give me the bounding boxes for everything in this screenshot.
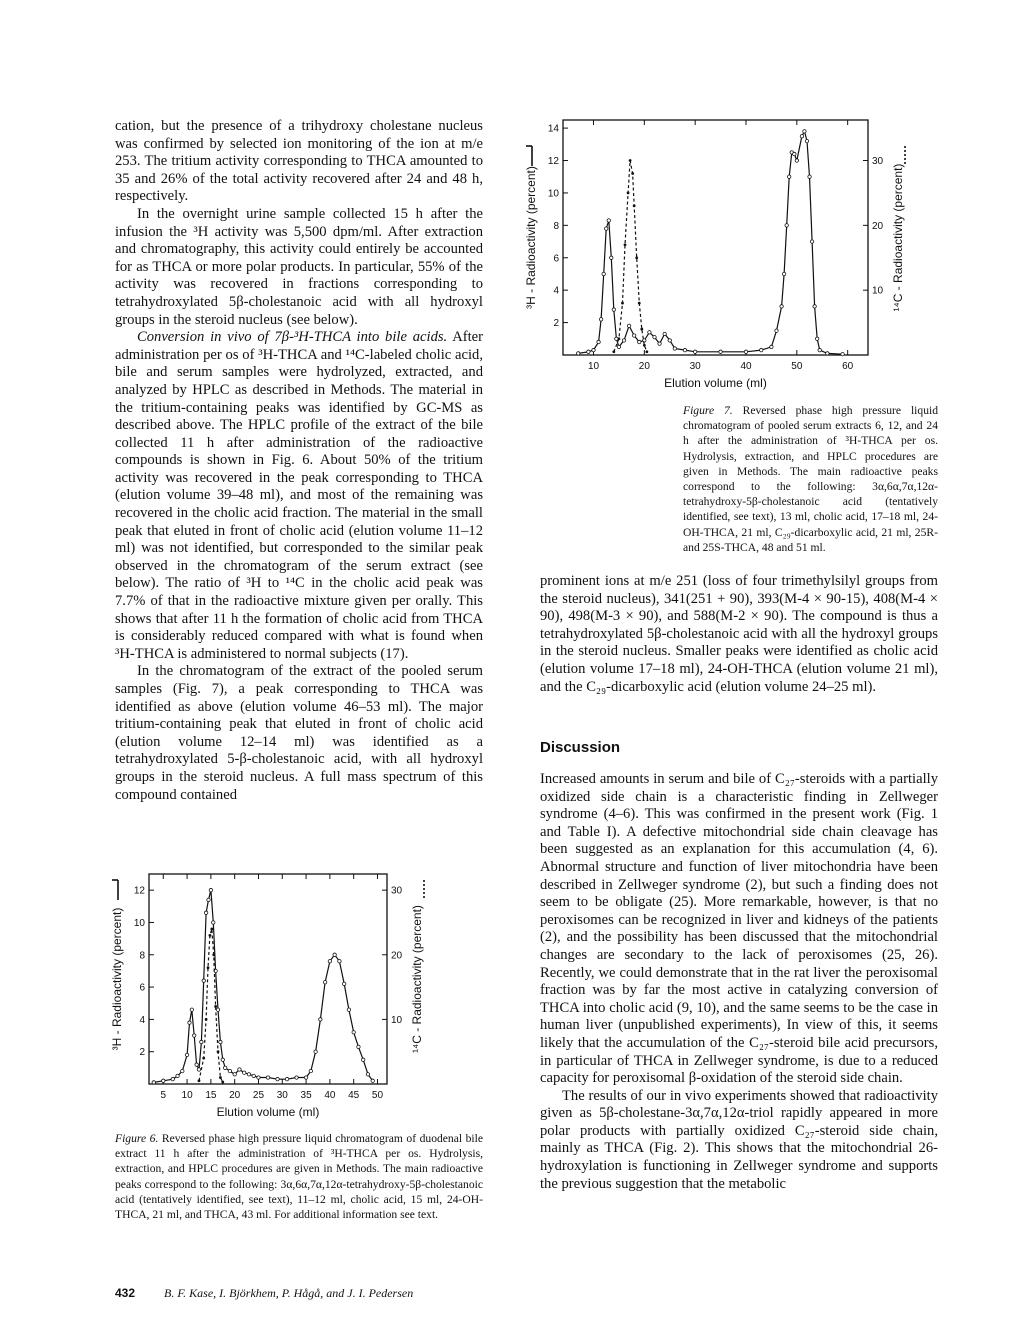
data-point <box>197 1068 200 1071</box>
data-point <box>176 1074 179 1077</box>
data-point <box>323 981 326 984</box>
x-tick-label: 60 <box>842 361 854 372</box>
paragraph: The results of our in vivo experiments showed that radioactivity given as 5β-cholestane-3α,7α,12α-triol rapidly appeared in more polar products with partially oxidized C₂₇-steroid side chain, mainly as THCA (Fig. 2). This shows that the mitochondrial 26-hydroxylation is functioning in Zellweger syndrome and supports the previous suggestion that the metabolic <box>540 1087 938 1192</box>
x-tick-label: 30 <box>276 1090 288 1101</box>
x-tick-label: 10 <box>181 1090 193 1101</box>
x-tick-label: 10 <box>587 361 600 372</box>
data-point <box>243 1071 246 1074</box>
data-point <box>618 337 621 340</box>
data-point <box>214 1005 217 1008</box>
data-point <box>228 1069 231 1072</box>
series-line-1 <box>199 929 223 1082</box>
data-point <box>597 340 600 343</box>
data-point <box>719 350 722 353</box>
data-point <box>627 324 630 327</box>
data-point <box>190 1008 193 1011</box>
data-point <box>347 1008 350 1011</box>
data-point <box>638 302 641 305</box>
data-point <box>635 256 638 259</box>
data-point <box>631 172 634 175</box>
data-point <box>204 911 207 914</box>
data-point <box>314 1050 317 1053</box>
data-point <box>658 342 661 345</box>
data-point <box>587 350 590 353</box>
y-tick-label: 2 <box>139 1047 145 1059</box>
data-point <box>285 1077 288 1080</box>
series-line-0 <box>578 131 842 354</box>
y-tick-label: 8 <box>553 220 559 232</box>
data-point <box>247 1073 250 1076</box>
data-point <box>599 318 602 321</box>
data-point <box>266 1076 269 1079</box>
series-line-0 <box>154 890 373 1082</box>
data-point <box>200 1040 203 1043</box>
data-point <box>319 1018 322 1021</box>
data-point <box>342 982 345 985</box>
data-point <box>645 350 648 353</box>
y-tick-label: 2 <box>553 318 559 330</box>
data-point <box>207 898 210 901</box>
x-tick-label: 15 <box>205 1090 217 1101</box>
data-point <box>800 135 803 138</box>
data-point <box>202 979 205 982</box>
paragraph: In the overnight urine sample collected 15 h after the infusion the ³H activity was 5,500 dpm/ml. After extraction and chromatography, this activity could entirely be accounted for as THCA or more polar products. In particular, 55% of the activity was recovered in fractions corresponding to tetrahydroxylated 5β-cholestanoic acid with all hydroxyl groups in the steroid nucleus (see below). <box>115 205 483 328</box>
data-point <box>162 1079 165 1082</box>
data-point <box>171 1077 174 1080</box>
data-point <box>815 337 818 340</box>
data-point <box>223 1066 226 1069</box>
data-point <box>760 348 763 351</box>
data-point <box>663 332 666 335</box>
footer-authors: B. F. Kase, I. Björkhem, P. Hågå, and J. I. Pedersen <box>164 1286 414 1300</box>
y2-axis-label: ¹⁴C - Radioactivity (percent) <box>891 163 905 312</box>
y2-tick-label: 20 <box>391 950 403 962</box>
data-point <box>209 934 212 937</box>
data-point <box>793 152 796 155</box>
data-point <box>638 340 641 343</box>
data-point <box>210 928 213 931</box>
data-point <box>808 175 811 178</box>
data-point <box>640 328 643 331</box>
paragraph: prominent ions at m/e 251 (loss of four trimethylsilyl groups from the steroid nucleus), 341(251 + 90), 393(M-4 × 90-15), 408(M-4 × 90), 498(M-3 × 90), and 588(M-2 × 90). The compound is thus a tetrahydroxylated 5β-cholestanoic acid with all the hydroxyl groups in the steroid nucleus. Smaller peaks were identified as cholic acid (elution volume 17–18 ml), 24-OH-THCA (elution volume 21 ml), and the C₂₉-dicarboxylic acid (elution volume 24–25 ml). <box>540 573 938 695</box>
data-point <box>643 339 646 342</box>
paragraph: Increased amounts in serum and bile of C₂₇-steroids with a partially oxidized side chain is a characteristic finding in Zellweger syndrome (4–6). This was confirmed in the present work (Fig. 1 and Table I). A defective mitochondrial side chain cleavage has been suggested as an explanation for this accumulation (4, 6). Abnormal structure and function of liver mitochondria have been described in Zellweger syndrome (2), but such a finding does not seem to be obligate (25). More remarkable, however, is that no peroxisomes can be recognized in liver and kidneys of the patients (2), and the possibility has been discussed that the mitochondrial changes are secondary to the lack of peroxisomes (25, 26). Recently, we could demonstrate that in the rat liver the peroxisomal fraction was by far the most active in catalyzing conversion of THCA into cholic acid (9, 10), and the same seems to be the case in human liver (unpublished experiments), In view of this, it seems likely that the accumulation of the C₂₇-steroid bile acid precursors, in particular of THCA in Zellweger syndrome, is due to a reduced capacity for peroxisomal β-oxidation of the steroid side chain. <box>540 771 938 1087</box>
y-tick-label: 4 <box>553 285 559 297</box>
paragraph: cation, but the presence of a trihydroxy cholestane nucleus was confirmed by selected ion monitoring of the ion at m/e 253. The tritium activity corresponding to THCA amounted to 35 and 26% of the total activity recovered after 24 and 48 h, respectively. <box>115 118 483 205</box>
data-point <box>621 302 624 305</box>
y-tick-label: 12 <box>133 885 145 897</box>
x-tick-label: 25 <box>252 1090 265 1101</box>
data-point <box>357 1045 360 1048</box>
discussion-column <box>540 771 938 1193</box>
data-point <box>605 227 608 230</box>
data-point <box>295 1076 298 1079</box>
data-point <box>780 305 783 308</box>
data-point <box>352 1031 355 1034</box>
y2-tick-label: 20 <box>872 220 884 232</box>
data-point <box>202 1057 205 1060</box>
x-tick-label: 5 <box>160 1090 167 1101</box>
y-tick-label: 10 <box>133 917 145 929</box>
data-point <box>209 888 212 891</box>
data-point <box>185 1053 188 1056</box>
data-point <box>693 350 696 353</box>
y-tick-label: 10 <box>547 188 559 200</box>
section-label: Conversion in vivo of 7β-³H-THCA into bile acids. <box>137 329 448 346</box>
data-point <box>683 348 686 351</box>
data-point <box>624 243 627 246</box>
y-axis-label: ³H - Radioactivity (percent) <box>524 166 538 309</box>
x-axis-label: Elution volume (ml) <box>664 376 767 390</box>
figure-6-caption <box>115 1131 483 1222</box>
paragraph: In the chromatogram of the extract of the pooled serum samples (Fig. 7), a peak corresponding to THCA was identified as above (elution volume 46–53 ml). The major tritium-containing peak that eluted in front of cholic acid (elution volume 12–14 ml) was identified as a tetrahydroxylated 5-β-cholestanoic acid, with all hydroxyl groups in the steroid nucleus. A full mass spectrum of this compound contained <box>115 663 483 803</box>
data-point <box>612 350 615 353</box>
data-point <box>627 192 630 195</box>
data-point <box>233 1073 236 1076</box>
data-point <box>607 219 610 222</box>
data-point <box>252 1074 255 1077</box>
data-point <box>195 1063 198 1066</box>
data-point <box>788 175 791 178</box>
data-point <box>617 345 620 348</box>
x-tick-label: 50 <box>791 361 803 372</box>
data-point <box>813 305 816 308</box>
x-axis-label: Elution volume (ml) <box>216 1105 320 1119</box>
y-tick-label: 4 <box>139 1014 145 1026</box>
data-point <box>212 953 215 956</box>
data-point <box>362 1058 365 1061</box>
figure-7-caption <box>683 403 938 555</box>
data-point <box>221 1058 224 1061</box>
data-point <box>785 224 788 227</box>
data-point <box>328 960 331 963</box>
data-point <box>181 1069 184 1072</box>
y2-axis-label: ¹⁴C - Radioactivity (percent) <box>410 905 424 1053</box>
data-point <box>214 969 217 972</box>
y2-tick-label: 10 <box>872 285 884 297</box>
data-point <box>622 339 625 342</box>
data-point <box>217 1050 220 1053</box>
data-point <box>193 1034 196 1037</box>
data-point <box>371 1079 374 1082</box>
page-number: 432 <box>115 1286 136 1300</box>
data-point <box>198 1079 201 1082</box>
data-point <box>803 130 806 133</box>
y2-tick-label: 30 <box>391 885 403 897</box>
data-point <box>602 272 605 275</box>
data-point <box>309 1069 312 1072</box>
data-point <box>338 960 341 963</box>
y-axis-label: ³H - Radioactivity (percent) <box>110 907 124 1051</box>
y-tick-label: 12 <box>547 156 559 168</box>
paragraph <box>115 329 483 663</box>
data-point <box>841 352 844 355</box>
y-tick-label: 8 <box>139 950 145 962</box>
paragraph-text: After administration per os of ³H-THCA and ¹⁴C-labeled cholic acid, bile and serum samples were hydrolyzed, extracted, and analyzed by HPLC as described in Methods. The material in the tritium-containing peaks was identified by GC-MS as described above. The HPLC profile of the extract of the bile collected 11 h after administration of the radioactive compounds is shown in Fig. 6. About 50% of the tritium activity was recovered in the peak corresponding to THCA (elution volume 39–48 ml), and most of the remaining was recovered in the cholic acid fraction. The material in the small peak that eluted in front of cholic acid (elution volume 11–12 ml) was not identified, but corresponded to the similar peak observed in the chromatogram of the serum extract (see below). The ratio of ³H to ¹⁴C in the cholic acid peak was 7.7% of that in the radioactive mixture given per orally. This shows that after 11 h the formation of cholic acid from THCA is considerably reduced compared with what is found when ³H-THCA is administered to normal subjects (17). <box>115 329 483 662</box>
data-point <box>782 272 785 275</box>
data-point <box>629 159 632 162</box>
data-point <box>219 1076 222 1079</box>
y2-tick-label: 30 <box>872 156 884 168</box>
left-column <box>115 118 483 804</box>
data-point <box>770 345 773 348</box>
data-point <box>366 1073 369 1076</box>
plot-frame <box>563 120 868 355</box>
data-point <box>648 331 651 334</box>
data-point <box>805 139 808 142</box>
data-point <box>810 240 813 243</box>
y-tick-label: 14 <box>547 123 559 135</box>
data-point <box>207 966 210 969</box>
x-tick-label: 45 <box>348 1090 360 1101</box>
data-point <box>216 1008 219 1011</box>
caption-text: Reversed phase high pressure liquid chromatogram of duodenal bile extract 11 h after the administration of ³H-THCA per os. Hydrolysis, extraction, and HPLC procedures are given in Methods. The main radioactive peaks correspond to the following: 3α,6α,7α,12α-tetrahydroxy-5β-cholestanoic acid (tentatively identified, see text), 11–12 ml, cholic acid, 15 ml, 24-OH-THCA, 21 ml, and THCA, 43 ml. For additional information see text. <box>115 1132 484 1222</box>
discussion-heading: Discussion <box>540 739 621 756</box>
data-point <box>643 344 646 347</box>
data-point <box>612 308 615 311</box>
data-point <box>610 256 613 259</box>
data-point <box>775 329 778 332</box>
x-tick-label: 40 <box>324 1090 336 1101</box>
data-point <box>212 921 215 924</box>
data-point <box>238 1068 241 1071</box>
x-tick-label: 20 <box>638 361 650 372</box>
x-tick-label: 20 <box>229 1090 241 1101</box>
series-line-1 <box>614 161 647 352</box>
y-tick-label: 6 <box>139 982 145 994</box>
x-tick-label: 35 <box>300 1090 312 1101</box>
data-point <box>615 337 618 340</box>
plot-frame <box>149 874 387 1084</box>
data-point <box>826 352 829 355</box>
caption-label: Figure 7. <box>683 404 733 417</box>
data-point <box>632 334 635 337</box>
data-point <box>276 1077 279 1080</box>
data-point <box>592 348 595 351</box>
data-point <box>219 1040 222 1043</box>
data-point <box>795 159 798 162</box>
data-point <box>152 1081 155 1084</box>
data-point <box>818 348 821 351</box>
data-point <box>205 1018 208 1021</box>
data-point <box>673 347 676 350</box>
data-point <box>577 352 580 355</box>
data-point <box>221 1081 224 1084</box>
data-point <box>333 953 336 956</box>
right-column-top <box>540 573 938 696</box>
data-point <box>790 151 793 154</box>
data-point <box>188 1021 191 1024</box>
y2-tick-label: 10 <box>391 1014 403 1026</box>
caption-label: Figure 6. <box>115 1132 159 1145</box>
x-tick-label: 30 <box>689 361 701 372</box>
data-point <box>744 350 747 353</box>
data-point <box>257 1076 260 1079</box>
x-tick-label: 50 <box>371 1090 384 1101</box>
data-point <box>633 204 636 207</box>
data-point <box>304 1076 307 1079</box>
caption-text: Reversed phase high pressure liquid chromatogram of pooled serum extracts 6, 12, and 24 h after the administration of ³H-THCA per os. Hydrolysis, extraction, and HPLC procedures are given in Methods. The main radioactive peaks correspond to the following: 3α,6α,7α,12α-tetrahydroxy-5β-cholestanoic acid (tentatively identified, see text), 13 ml, cholic acid, 17–18 ml, 24-OH-THCA, 21 ml, C₂₉-dicarboxylic acid, 21 ml, 25R- and 25S-THCA, 48 and 51 ml. <box>683 404 939 554</box>
x-tick-label: 40 <box>740 361 752 372</box>
data-point <box>653 335 656 338</box>
data-point <box>668 339 671 342</box>
y-tick-label: 6 <box>553 253 559 265</box>
page-footer <box>115 1286 413 1301</box>
